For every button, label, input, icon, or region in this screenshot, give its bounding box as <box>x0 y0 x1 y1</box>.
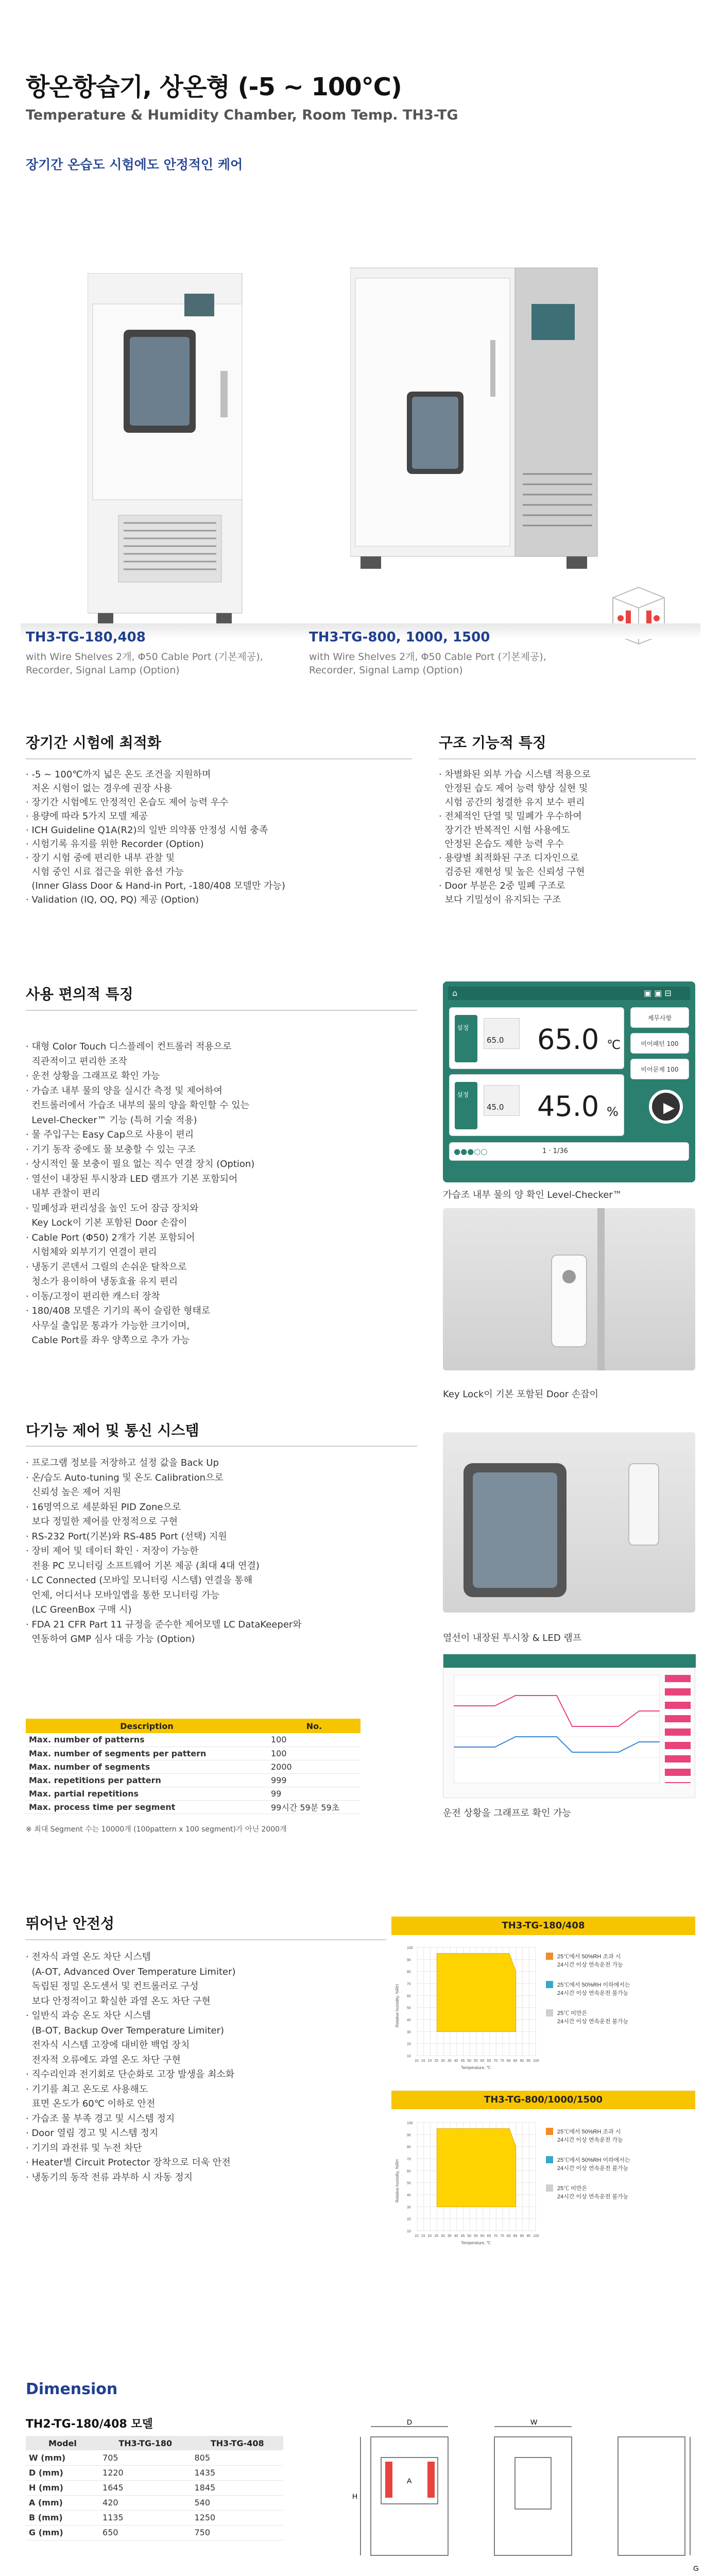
chart-y-label: Relative humidity, %RH <box>395 1984 400 2027</box>
dim-value: 750 <box>192 2525 284 2540</box>
settings-icon[interactable]: ▣ ▣ ⊟ <box>644 988 672 998</box>
chart-x-tick: 15 <box>421 2059 425 2063</box>
humidity-panel <box>449 1074 624 1136</box>
multi-control-item: 언제, 어디서나 모바일앱을 통한 모니터링 가능 <box>26 1589 220 1601</box>
safety-item: (A-OT, Advanced Over Temperature Limiter) <box>26 1966 236 1977</box>
screen-button-2[interactable]: 비어패턴 100 <box>630 1033 689 1054</box>
chart-x-tick: 95 <box>526 2059 531 2063</box>
dim-value: 805 <box>192 2450 284 2465</box>
long-term-item: · -5 ~ 100℃까지 넓은 온도 조건을 지원하며 <box>26 769 211 780</box>
chart-x-tick: 65 <box>487 2059 491 2063</box>
graph-screen <box>443 1654 695 1798</box>
convenience-item: Level-Checker™ 기능 (특허 기술 적용) <box>26 1114 197 1126</box>
long-term-list <box>26 768 285 907</box>
long-term-item: · 시험기록 유지를 위한 Recorder (Option) <box>26 839 204 850</box>
dimension-table1-title: TH2-TG-180/408 모델 <box>26 2418 153 2431</box>
chart-x-tick: 35 <box>447 2234 452 2238</box>
long-term-item: · ICH Guideline Q1A(R2)의 일반 의약품 안정성 시험 충족 <box>26 825 268 836</box>
safety-item: 보다 안정적이고 확실한 과열 온도 차단 구현 <box>26 1995 211 2007</box>
structure-item: · Door 부분은 2중 밀폐 구조로 <box>439 880 565 891</box>
structure-item: · 용량별 최적화된 구조 디자인으로 <box>439 853 579 863</box>
chart-y-tick: 80 <box>407 1970 411 1974</box>
hum-value: 45.0 <box>537 1090 599 1123</box>
set-temp-label: 설정 <box>457 1024 469 1031</box>
dim-row <box>26 2450 283 2465</box>
convenience-item: · 물 주입구는 Easy Cap으로 사용이 편리 <box>26 1129 194 1140</box>
dim1-label-g: G <box>693 2564 699 2572</box>
spec-description: Max. number of patterns <box>26 1733 268 1747</box>
home-icon[interactable]: ⌂ <box>452 988 458 998</box>
legend-label: 25℃에서 50%RH 이하에서는 <box>557 2157 630 2163</box>
dim1-label-w: W <box>530 2418 538 2426</box>
chart-x-tick: 85 <box>513 2234 518 2238</box>
long-term-item: · Validation (IQ, OQ, PQ) 제공 (Option) <box>26 894 199 905</box>
window-photo <box>443 1432 695 1613</box>
dim-row <box>26 2480 283 2495</box>
dimension-drawing-1 <box>319 2416 700 2576</box>
legend-swatch <box>546 2156 553 2163</box>
touch-controller-screen <box>443 981 695 1182</box>
convenience-item: 사무실 출입문 통과가 가능한 크기이며, <box>26 1320 190 1331</box>
convenience-item: · 밀폐성과 편리성을 높인 도어 잠금 장치와 <box>26 1202 199 1214</box>
convenience-item: · 냉동기 콘덴서 그릴의 손쉬운 탈착으로 <box>26 1261 187 1273</box>
dim-label: B (mm) <box>26 2510 99 2525</box>
chart-x-tick: 35 <box>447 2059 452 2063</box>
screen-button-1[interactable]: 제무사항 <box>630 1007 689 1028</box>
convenience-item: · 상시적인 물 보충이 필요 없는 직수 연결 장치 (Option) <box>26 1159 255 1170</box>
multi-control-item: · RS-232 Port(기본)와 RS-485 Port (선택) 지원 <box>26 1531 227 1542</box>
dim-value: 1845 <box>192 2480 284 2495</box>
legend-label: 24시간 이상 연속운전 가능 <box>557 2137 623 2143</box>
multi-control-list <box>26 1456 302 1647</box>
set-temp-value: 65.0 <box>487 1036 504 1045</box>
spec-value: 2000 <box>268 1760 360 1773</box>
structure-item: · 차별화된 외부 가습 시스템 적용으로 <box>439 769 591 780</box>
dim-value: 540 <box>192 2495 284 2510</box>
multi-control-item: 신뢰성 높은 제어 지원 <box>26 1487 122 1498</box>
spec-value: 100 <box>268 1733 360 1747</box>
temperature-panel <box>449 1007 624 1069</box>
dim1-label-d: D <box>407 2418 413 2426</box>
chart2-title: TH3-TG-800/1000/1500 <box>391 2091 695 2109</box>
legend-label: 24시간 이상 연속운전 불가능 <box>557 2194 629 2200</box>
caption-level-checker: 가습조 내부 물의 양 확인 Level-Checker™ <box>443 1190 622 1200</box>
multi-control-item: · LC Connected (모바일 모니터링 시스템) 연결을 통해 <box>26 1575 253 1586</box>
convenience-item: · 대형 Color Touch 디스플레이 컨트롤러 적용으로 <box>26 1041 232 1052</box>
dim-row <box>26 2495 283 2510</box>
multi-control-item: · 16명역으로 세분화된 PID Zone으로 <box>26 1501 181 1513</box>
screen-button-3[interactable]: 비어문제 100 <box>630 1059 689 1079</box>
chart-y-tick: 100 <box>407 1946 413 1950</box>
chart-x-tick: 45 <box>460 2059 465 2063</box>
structure-item: 안정된 온습도 제한 능력 우수 <box>439 839 564 850</box>
dim-label: A (mm) <box>26 2495 99 2510</box>
chart-y-tick: 70 <box>407 1982 411 1986</box>
convenience-item: · 운전 상황을 그래프로 확인 가능 <box>26 1071 160 1081</box>
safety-item: · 냉동기의 동작 전류 과부하 시 자동 정지 <box>26 2172 193 2183</box>
set-hum-label: 설정 <box>457 1091 469 1098</box>
dim-header: TH3-TG-408 <box>192 2436 284 2450</box>
legend-swatch <box>546 1953 553 1960</box>
chart-x-tick: 80 <box>506 2234 511 2238</box>
dim-row <box>26 2510 283 2525</box>
chart-x-tick: 30 <box>441 2059 445 2063</box>
safety-item: · 기기의 과전류 및 누전 차단 <box>26 2142 142 2154</box>
chart-y-tick: 40 <box>407 2194 411 2197</box>
legend-label: 25℃에서 50%RH 이하에서는 <box>557 1982 630 1988</box>
caption-graph: 운전 상황을 그래프로 확인 가능 <box>443 1808 571 1819</box>
model-name-small: TH3-TG-180,408 <box>26 630 146 645</box>
dim-label: D (mm) <box>26 2465 99 2480</box>
section-title-long-term: 장기간 시험에 최적화 <box>26 734 161 751</box>
chart-x-tick: 100 <box>533 2059 539 2063</box>
convenience-item: 시험체와 외부기기 연결이 편리 <box>26 1247 157 1258</box>
structure-item: 시험 공간의 청결한 유지 보수 편리 <box>439 797 585 808</box>
caption-door-handle: Key Lock이 기본 포함된 Door 손잡이 <box>443 1389 599 1400</box>
spec-row <box>26 1733 360 1747</box>
long-term-item: · 장기간 시험에도 안정적인 온습도 제어 능력 우수 <box>26 797 229 808</box>
chart-x-tick: 55 <box>474 2234 478 2238</box>
model-desc-small-1: with Wire Shelves 2개, Φ50 Cable Port (기본제공), <box>26 651 263 663</box>
chart-y-tick: 70 <box>407 2158 411 2161</box>
dim-row <box>26 2465 283 2480</box>
multi-control-item: (LC GreenBox 구매 시) <box>26 1604 132 1615</box>
spec-description: Max. process time per segment <box>26 1800 268 1814</box>
dim-value: 420 <box>99 2495 191 2510</box>
chart-y-tick: 10 <box>407 2230 411 2233</box>
spec-description: Max. repetitions per pattern <box>26 1773 268 1787</box>
dim-row <box>26 2525 283 2540</box>
dim-value: 1435 <box>192 2465 284 2480</box>
spec-row <box>26 1787 360 1800</box>
chart-x-label: Temperature, ℃ <box>461 2241 491 2245</box>
convenience-item: · Cable Port (Φ50) 2개가 기본 포함되어 <box>26 1232 195 1243</box>
spec-row <box>26 1773 360 1787</box>
legend-label: 25℃에서 50%RH 조과 시 <box>557 2129 621 2135</box>
spec-description: Max. number of segments per pattern <box>26 1747 268 1760</box>
safety-item: · 직수리인과 전기회로 단순화로 고장 발생을 최소화 <box>26 2069 235 2080</box>
chart-x-tick: 70 <box>493 2059 498 2063</box>
structure-item: 검증된 재현성 및 높은 신뢰성 구현 <box>439 867 585 877</box>
convenience-item: · 열선이 내장된 투시창과 LED 램프가 기본 포함되어 <box>26 1173 238 1184</box>
long-term-item: · 용량에 따라 5가지 모델 제공 <box>26 811 148 822</box>
legend-swatch <box>546 2184 553 2192</box>
chart-x-tick: 80 <box>506 2059 511 2063</box>
tagline: 장기간 온습도 시험에도 안정적인 케어 <box>26 157 243 172</box>
safety-item: · Heater별 Circuit Protector 장착으로 더욱 안전 <box>26 2157 231 2168</box>
multi-control-item: · 프로그램 정보를 저장하고 설정 값을 Back Up <box>26 1458 219 1468</box>
chart-y-tick: 30 <box>407 2030 411 2035</box>
legend-swatch <box>546 2009 553 2016</box>
dim-value: 705 <box>99 2450 191 2465</box>
legend-swatch <box>546 1981 553 1988</box>
cable-port-illustration <box>603 582 670 651</box>
chart-x-tick: 50 <box>467 2059 472 2063</box>
safety-list <box>26 1950 236 2185</box>
convenience-item: · 180/408 모델은 기기의 폭이 슬림한 형태로 <box>26 1306 211 1316</box>
caption-window: 열선이 내장된 투시창 & LED 램프 <box>443 1633 582 1643</box>
chart-x-tick: 65 <box>487 2234 491 2238</box>
multi-control-item: · 장비 제어 및 데이터 확인 · 저장이 가능한 <box>26 1546 199 1556</box>
hum-unit: % <box>607 1105 619 1119</box>
structure-item: 보다 기밀성이 유지되는 구조 <box>439 894 561 905</box>
dim-value: 1250 <box>192 2510 284 2525</box>
long-term-item: 시험 중인 시료 접근을 위한 옵션 가능 <box>26 867 184 877</box>
door-handle-photo <box>443 1208 695 1370</box>
spec-value: 99시간 59분 59초 <box>268 1800 360 1814</box>
dim-header: Model <box>26 2436 99 2450</box>
chart-y-tick: 50 <box>407 2006 411 2010</box>
chart-y-tick: 20 <box>407 2217 411 2222</box>
chart1 <box>391 1942 695 2084</box>
spec-value: 99 <box>268 1787 360 1800</box>
convenience-item: · 가습조 내부 물의 양을 실시간 측정 및 제어하여 <box>26 1085 222 1096</box>
model-name-large: TH3-TG-800, 1000, 1500 <box>309 630 490 645</box>
convenience-item: 청소가 용이하여 냉동효율 유지 편리 <box>26 1276 178 1287</box>
chart-x-tick: 40 <box>454 2234 458 2238</box>
chart-y-tick: 40 <box>407 2019 411 2022</box>
multi-control-item: · 온/습도 Auto-tuning 및 온도 Calibration으로 <box>26 1472 224 1483</box>
page-subtitle: Temperature & Humidity Chamber, Room Temp. TH3-TG <box>26 107 458 123</box>
chart-y-label: Relative humidity, %RH <box>395 2159 400 2202</box>
dimension-title: Dimension <box>26 2380 118 2398</box>
spec-row <box>26 1760 360 1773</box>
dim-label: W (mm) <box>26 2450 99 2465</box>
model-desc-large-2: Recorder, Signal Lamp (Option) <box>309 665 463 676</box>
legend-label: 25℃에서 50%RH 조과 시 <box>557 1954 621 1960</box>
temp-unit: ℃ <box>607 1038 621 1052</box>
dim-value: 650 <box>99 2525 191 2540</box>
chart-x-tick: 70 <box>493 2234 498 2238</box>
chart-y-tick: 60 <box>407 2170 411 2174</box>
spec-description: Max. number of segments <box>26 1760 268 1773</box>
chart-x-tick: 15 <box>421 2234 425 2238</box>
multi-control-item: · FDA 21 CFR Part 11 규정을 준수한 제어모델 LC DataKeeper와 <box>26 1619 302 1630</box>
spec-header-no: No. <box>268 1719 360 1733</box>
chart-x-tick: 20 <box>427 2234 432 2238</box>
chart-x-tick: 10 <box>415 2059 419 2063</box>
set-hum-value: 45.0 <box>487 1103 504 1112</box>
chart-y-tick: 50 <box>407 2181 411 2185</box>
legend-label: 24시간 이상 연속운전 가능 <box>557 1962 623 1968</box>
spec-value: 100 <box>268 1747 360 1760</box>
convenience-item: Cable Port를 좌우 양쪽으로 추가 가능 <box>26 1335 190 1346</box>
convenience-item: · 기기 동작 중에도 물 보충할 수 있는 구조 <box>26 1144 196 1155</box>
chart-x-tick: 85 <box>513 2059 518 2063</box>
dim-label: G (mm) <box>26 2525 99 2540</box>
dim1-label-h: H <box>352 2492 358 2500</box>
multi-control-item: 전용 PC 모니터링 소프트웨어 기본 제공 (최대 4대 연결) <box>26 1560 260 1571</box>
play-button[interactable] <box>649 1090 683 1124</box>
screen-footer <box>449 1142 689 1161</box>
screen-footer-text: 1 · 1/36 <box>542 1147 568 1155</box>
chart-x-tick: 10 <box>415 2234 419 2238</box>
chart2 <box>391 2117 695 2259</box>
chart-y-tick: 20 <box>407 2042 411 2046</box>
chart-x-tick: 90 <box>520 2234 524 2238</box>
chart-x-tick: 95 <box>526 2234 531 2238</box>
chart-x-tick: 40 <box>454 2059 458 2063</box>
chart-x-tick: 45 <box>460 2234 465 2238</box>
dimension-table-1 <box>26 2436 283 2540</box>
spec-table <box>26 1719 360 1814</box>
safety-item: · 가습조 물 부족 경고 및 시스템 정지 <box>26 2113 175 2124</box>
play-icon: ▶ <box>663 1099 675 1116</box>
chart1-title: TH3-TG-180/408 <box>391 1917 695 1935</box>
convenience-item: 직관적이고 편리한 조작 <box>26 1056 127 1067</box>
screen-topbar <box>448 987 690 1000</box>
safety-item: 독립된 정밀 온도센서 및 컨트롤러로 구성 <box>26 1981 199 1992</box>
spec-row <box>26 1800 360 1814</box>
chart-y-tick: 60 <box>407 1994 411 1998</box>
multi-control-item: 연동하여 GMP 심사 대응 가능 (Option) <box>26 1634 195 1645</box>
legend-label: 25℃ 미만은 <box>557 2185 588 2192</box>
spec-row <box>26 1747 360 1760</box>
convenience-item: 컨트롤러에서 가습조 내부의 물의 양을 확인할 수 있는 <box>26 1100 250 1111</box>
chart-y-tick: 80 <box>407 2145 411 2149</box>
legend-swatch <box>546 2128 553 2135</box>
chart-x-tick: 75 <box>500 2234 504 2238</box>
legend-label: 24시간 이상 연속운전 불가능 <box>557 2019 629 2025</box>
dim-label: H (mm) <box>26 2480 99 2495</box>
section-title-structure: 구조 기능적 특징 <box>439 734 546 751</box>
dim-header: TH3-TG-180 <box>99 2436 191 2450</box>
safety-item: 표면 온도가 60℃ 이하로 안전 <box>26 2098 156 2109</box>
safety-item: · 전자식 과열 온도 차단 시스템 <box>26 1952 151 1962</box>
section-title-convenience: 사용 편의적 특징 <box>26 986 133 1003</box>
dim1-label-a: A <box>407 2477 412 2485</box>
safety-item: · 기기를 최고 온도로 사용해도 <box>26 2083 148 2095</box>
chart-y-tick: 90 <box>407 2133 411 2138</box>
level-checker-icon: ●●●○○ <box>454 1147 488 1156</box>
safety-item: · Door 열림 경고 및 시스템 정지 <box>26 2128 159 2139</box>
chart-x-label: Temperature, ℃ <box>461 2065 491 2070</box>
section-title-multi-control: 다기능 제어 및 통신 시스템 <box>26 1422 199 1439</box>
chart-x-tick: 75 <box>500 2059 504 2063</box>
structure-item: 안정된 습도 제어 능력 향상 실현 및 <box>439 783 588 794</box>
spec-value: 999 <box>268 1773 360 1787</box>
safety-item: 전자적 오류에도 과열 온도 차단 구현 <box>26 2054 181 2065</box>
chart-x-tick: 100 <box>533 2234 539 2238</box>
convenience-item: 내부 관찰이 편리 <box>26 1188 100 1199</box>
model-desc-small-2: Recorder, Signal Lamp (Option) <box>26 665 180 676</box>
long-term-item: · 장기 시험 중에 편리한 내부 관찰 및 <box>26 853 175 863</box>
chart-x-tick: 25 <box>434 2234 439 2238</box>
chart-y-tick: 100 <box>407 2122 413 2125</box>
structure-item: 장기간 반복적인 시험 사용에도 <box>439 825 570 836</box>
section-title-safety: 뛰어난 안전성 <box>26 1915 115 1932</box>
safety-item: 전자식 시스템 고장에 대비한 백업 장치 <box>26 2040 190 2050</box>
dim-value: 1220 <box>99 2465 191 2480</box>
safety-item: · 일반식 과승 온도 차단 시스템 <box>26 2010 151 2021</box>
legend-label: 25℃ 미만은 <box>557 2010 588 2016</box>
chart-y-tick: 90 <box>407 1958 411 1962</box>
spec-description: Max. partial repetitions <box>26 1787 268 1800</box>
chart-operating-area <box>437 2129 516 2207</box>
chart-x-tick: 25 <box>434 2059 439 2063</box>
legend-label: 24시간 이상 연속운전 불가능 <box>557 2165 629 2172</box>
chart-x-tick: 60 <box>480 2059 485 2063</box>
chart-y-tick: 30 <box>407 2206 411 2210</box>
chart-x-tick: 55 <box>474 2059 478 2063</box>
structure-list <box>439 768 591 907</box>
temp-value: 65.0 <box>537 1023 599 1056</box>
spec-note: ※ 최대 Segment 수는 10000개 (100pattern x 100 segment)가 아닌 2000개 <box>26 1825 287 1834</box>
convenience-item: · 이동/고정이 편리한 캐스터 장착 <box>26 1291 160 1302</box>
dim-value: 1645 <box>99 2480 191 2495</box>
chart-operating-area <box>437 1954 516 2032</box>
spec-header-description: Description <box>26 1719 268 1733</box>
chart-y-tick: 10 <box>407 2055 411 2058</box>
dim-value: 1135 <box>99 2510 191 2525</box>
long-term-item: (Inner Glass Door & Hand-in Port, -180/408 모델만 가능) <box>26 880 285 891</box>
structure-item: · 전체적인 단열 및 밀폐가 우수하여 <box>439 811 582 822</box>
chart-x-tick: 60 <box>480 2234 485 2238</box>
chart-x-tick: 90 <box>520 2059 524 2063</box>
long-term-item: 저온 시험이 없는 경우에 권장 사용 <box>26 783 172 794</box>
model-desc-large-1: with Wire Shelves 2개, Φ50 Cable Port (기본제공), <box>309 651 546 663</box>
multi-control-item: 보다 정밀한 제어를 안정적으로 구현 <box>26 1516 178 1527</box>
page-title: 항온항습기, 상온형 (-5 ~ 100℃) <box>26 73 402 101</box>
chart-x-tick: 20 <box>427 2059 432 2063</box>
convenience-item: Key Lock이 기본 포함된 Door 손잡이 <box>26 1217 187 1228</box>
safety-item: (B-OT, Backup Over Temperature Limiter) <box>26 2025 224 2036</box>
chart-x-tick: 50 <box>467 2234 472 2238</box>
chart-x-tick: 30 <box>441 2234 445 2238</box>
convenience-list <box>26 1040 254 1348</box>
product-image-large <box>350 258 618 579</box>
legend-label: 24시간 이상 연속운전 불가능 <box>557 1990 629 1996</box>
